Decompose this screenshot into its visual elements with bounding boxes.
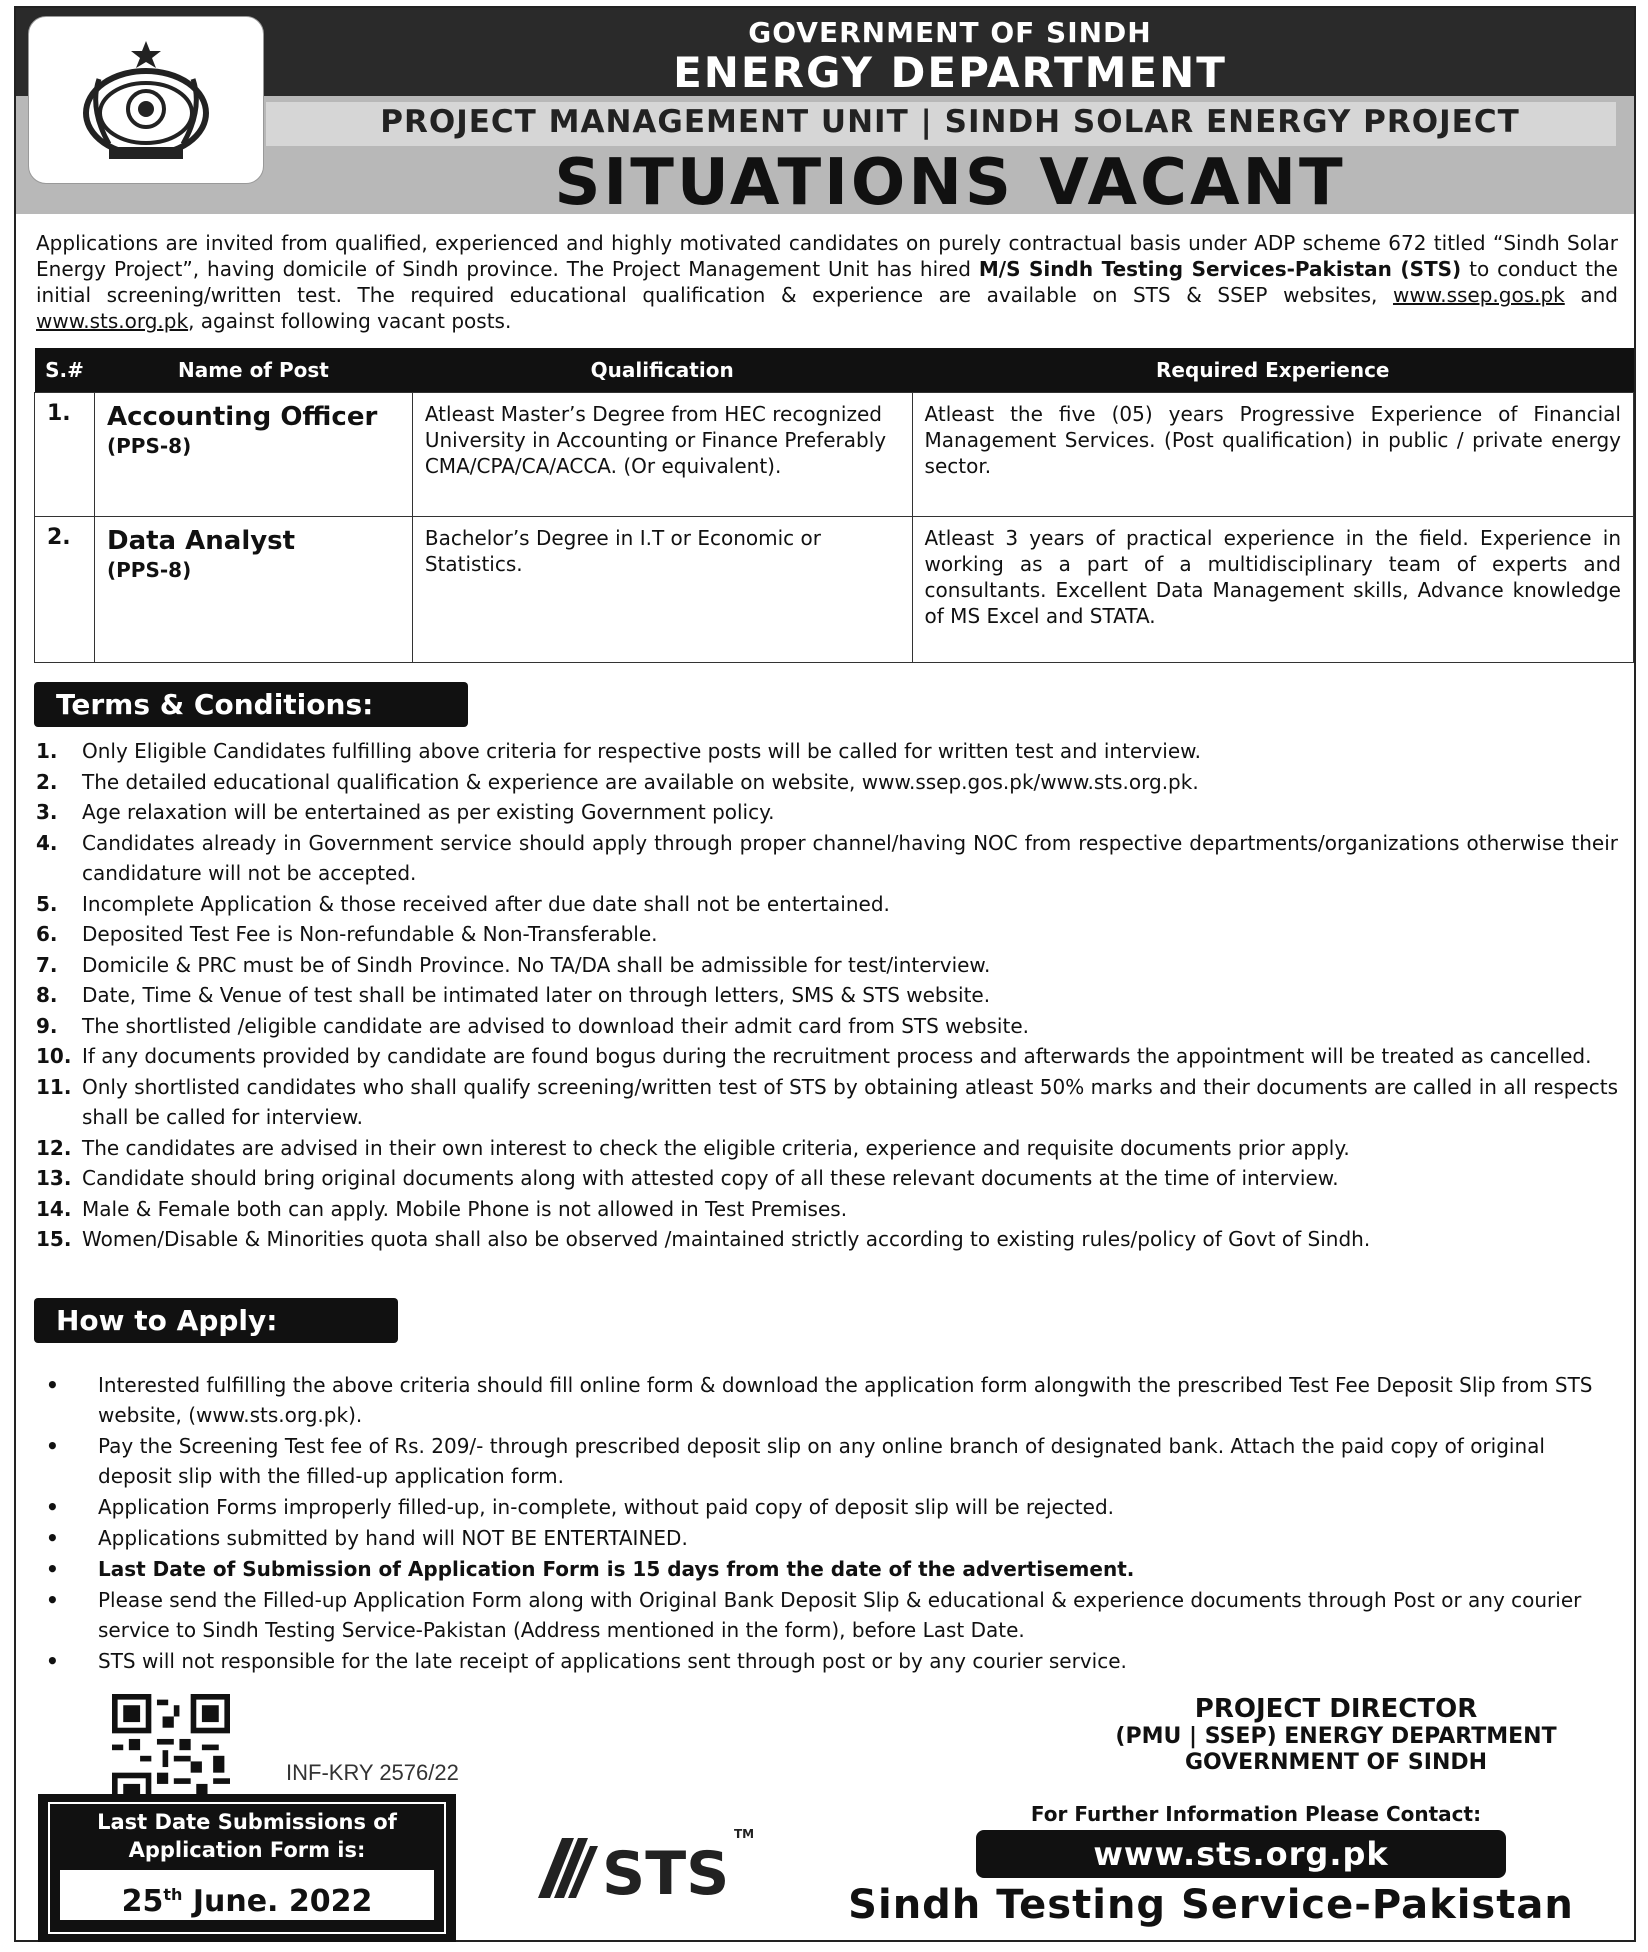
post-cell bbox=[94, 393, 412, 517]
intro-sts-name: M/S Sindh Testing Services-Pakistan (STS) bbox=[978, 257, 1462, 281]
item-text: Last Date of Submission of Application Form is 15 days from the date of the advertisement. bbox=[98, 1557, 1135, 1581]
bullet-icon: • bbox=[46, 1526, 59, 1550]
item-number: 13. bbox=[36, 1166, 72, 1190]
table-row bbox=[35, 393, 1634, 517]
list-item bbox=[36, 1163, 1618, 1194]
column-header: Qualification bbox=[412, 348, 912, 393]
list-item bbox=[36, 1041, 1618, 1072]
item-text: The detailed educational qualification & experience are available on website, www.ssep.gos.pk/www.sts.org.pk. bbox=[82, 769, 1199, 794]
item-number: 14. bbox=[36, 1196, 72, 1221]
sts-website-link[interactable]: www.sts.org.pk bbox=[36, 309, 189, 333]
item-text: Deposited Test Fee is Non-refundable & Non-Transferable. bbox=[82, 922, 658, 946]
post-scale: (PPS-8) bbox=[106, 558, 192, 582]
item-number: 1. bbox=[36, 739, 58, 763]
signatory-department: (PMU | SSEP) ENERGY DEPARTMENT bbox=[1115, 1724, 1557, 1749]
list-item bbox=[36, 889, 1618, 920]
item-number: 12. bbox=[36, 1135, 72, 1160]
table-row bbox=[35, 517, 1634, 663]
signatory-title: PROJECT DIRECTOR bbox=[1194, 1694, 1478, 1724]
item-number: 9. bbox=[36, 1013, 58, 1038]
item-text: Application Forms improperly filled-up, in-complete, without paid copy of deposit slip will be rejected. bbox=[98, 1495, 1115, 1519]
list-item bbox=[36, 1585, 1618, 1645]
page-title: SITUATIONS VACANT bbox=[554, 146, 1346, 220]
signatory-government: GOVERNMENT OF SINDH bbox=[1184, 1750, 1488, 1775]
sindh-government-emblem bbox=[79, 39, 213, 165]
list-item bbox=[36, 797, 1618, 828]
list-item bbox=[36, 1072, 1618, 1133]
list-item bbox=[36, 1011, 1618, 1042]
list-item bbox=[36, 1431, 1618, 1491]
table-header-row bbox=[35, 348, 1634, 393]
serial-number: 2. bbox=[35, 517, 95, 663]
contact-label: For Further Information Please Contact: bbox=[1030, 1802, 1482, 1826]
item-number: 5. bbox=[36, 891, 58, 916]
column-header: Required Experience bbox=[912, 348, 1633, 393]
list-item bbox=[36, 1554, 1618, 1584]
item-number: 15. bbox=[36, 1227, 72, 1251]
sts-logo-mark bbox=[538, 1838, 598, 1898]
list-item bbox=[36, 828, 1618, 889]
item-number: 10. bbox=[36, 1044, 72, 1068]
last-date-value bbox=[60, 1870, 434, 1920]
bullet-icon: • bbox=[46, 1373, 59, 1397]
last-date-month-year: June. 2022 bbox=[182, 1884, 373, 1919]
bullet-icon: • bbox=[46, 1434, 59, 1458]
item-number: 7. bbox=[36, 952, 58, 977]
last-date-box bbox=[38, 1794, 456, 1942]
column-header: S.# bbox=[35, 348, 95, 393]
item-text: Only Eligible Candidates fulfilling above criteria for respective posts will be called for written test and interview. bbox=[82, 739, 1202, 763]
government-title: GOVERNMENT OF SINDH bbox=[748, 16, 1152, 49]
list-item bbox=[36, 736, 1618, 767]
sts-website-link[interactable]: www.sts.org.pk bbox=[976, 1830, 1506, 1878]
item-number: 3. bbox=[36, 800, 58, 824]
post-name: Data Analyst bbox=[106, 526, 296, 556]
intro-text: , against following vacant posts. bbox=[188, 309, 512, 333]
item-number: 4. bbox=[36, 830, 58, 855]
serial-number: 1. bbox=[35, 393, 95, 517]
post-scale: (PPS-8) bbox=[106, 434, 192, 458]
item-text: Applications submitted by hand will NOT BE ENTERTAINED. bbox=[98, 1526, 688, 1550]
experience-cell: Atleast the five (05) years Progressive Experience of Financial Management Services. (Post qualification) in public / private energy sector. bbox=[912, 393, 1633, 517]
bullet-icon: • bbox=[46, 1557, 59, 1581]
qualification-cell: Bachelor’s Degree in I.T or Economic or Statistics. bbox=[412, 517, 912, 663]
item-text: Male & Female both can apply. Mobile Phone is not allowed in Test Premises. bbox=[82, 1196, 848, 1221]
item-text: The candidates are advised in their own interest to check the eligible criteria, experience and requisite documents prior apply. bbox=[82, 1135, 1350, 1160]
item-text: Candidates already in Government service should apply through proper channel/having NOC from respective departments/organizations otherwise their candidature will not be accepted. bbox=[82, 830, 1618, 885]
item-text: Incomplete Application & those received after due date shall not be entertained. bbox=[82, 891, 890, 916]
terms-list bbox=[36, 736, 1618, 1255]
last-date-label: Last Date Submissions of Application Form is: bbox=[97, 1810, 397, 1862]
item-number: 6. bbox=[36, 922, 58, 946]
ssep-website-link[interactable]: www.ssep.gos.pk bbox=[1392, 283, 1565, 307]
sts-logo-text: STS bbox=[602, 1839, 730, 1908]
sts-logo bbox=[532, 1818, 762, 1908]
item-text: STS will not responsible for the late receipt of applications sent through post or by any courier service. bbox=[98, 1649, 1127, 1673]
post-cell bbox=[94, 517, 412, 663]
item-number: 11. bbox=[36, 1074, 72, 1099]
terms-heading: Terms & Conditions: bbox=[34, 682, 468, 727]
item-text: Pay the Screening Test fee of Rs. 209/- through prescribed deposit slip on any online branch of designated bank. Attach the paid copy of original deposit slip with the filled-up application form. bbox=[98, 1434, 1545, 1488]
trademark-mark: TM bbox=[734, 1827, 755, 1841]
item-text: The shortlisted /eligible candidate are advised to download their admit card from STS website. bbox=[82, 1013, 1029, 1038]
intro-text: and bbox=[1564, 283, 1619, 307]
intro-paragraph bbox=[36, 230, 1618, 334]
list-item bbox=[36, 1133, 1618, 1164]
item-text: Age relaxation will be entertained as per existing Government policy. bbox=[82, 800, 775, 824]
intro-text: to conduct the initial screening/written test. The required educational qualification & experience are available on STS & SSEP websites, bbox=[36, 257, 1618, 307]
signatory-block bbox=[1056, 1694, 1616, 1776]
apply-list bbox=[36, 1370, 1618, 1677]
list-item bbox=[36, 919, 1618, 950]
item-text: Only shortlisted candidates who shall qualify screening/written test of STS by obtaining atleast 50% marks and their documents are called in all respects shall be called for interview. bbox=[82, 1074, 1618, 1129]
experience-cell: Atleast 3 years of practical experience in the field. Experience in working as a part of a multidisciplinary team of experts and consultants. Excellent Data Management skills, Advance knowledge of MS Excel and STATA. bbox=[912, 517, 1633, 663]
list-item bbox=[36, 767, 1618, 798]
unit-title: PROJECT MANAGEMENT UNIT | SINDH SOLAR ENERGY PROJECT bbox=[380, 104, 1520, 140]
bullet-icon: • bbox=[46, 1649, 59, 1673]
reference-number: INF-KRY 2576/22 bbox=[286, 1760, 459, 1785]
list-item bbox=[36, 1194, 1618, 1225]
intro-text: Applications are invited from qualified, experienced and highly motivated candidates on purely contractual basis under ADP scheme 672 titled “Sindh Solar Energy Project”, having domicile of Sindh province. The Project Management Unit has hired bbox=[36, 231, 1618, 281]
list-item bbox=[36, 1492, 1618, 1522]
column-header: Name of Post bbox=[94, 348, 412, 393]
list-item bbox=[36, 1370, 1618, 1430]
item-text: Interested fulfilling the above criteria should fill online form & download the application form alongwith the prescribed Test Fee Deposit Slip from STS website, (www.sts.org.pk). bbox=[98, 1373, 1593, 1427]
item-text: If any documents provided by candidate are found bogus during the recruitment process and afterwards the appointment will be treated as cancelled. bbox=[82, 1044, 1592, 1068]
bullet-icon: • bbox=[46, 1495, 59, 1519]
list-item bbox=[36, 1646, 1618, 1676]
bullet-icon: • bbox=[46, 1588, 59, 1612]
department-title: ENERGY DEPARTMENT bbox=[673, 48, 1227, 97]
vacancies-table bbox=[34, 348, 1634, 663]
advertisement-page bbox=[14, 6, 1636, 1942]
last-date-suffix: th bbox=[163, 1885, 183, 1904]
last-date-day: 25 bbox=[121, 1884, 164, 1919]
item-text: Please send the Filled-up Application Form along with Original Bank Deposit Slip & educational & experience documents through Post or any courier service to Sindh Testing Service-Pakistan (Address mentioned in the form), before Last Date. bbox=[98, 1588, 1582, 1642]
qualification-cell: Atleast Master’s Degree from HEC recognized University in Accounting or Finance Preferably CMA/CPA/CA/ACCA. (Or equivalent). bbox=[412, 393, 912, 517]
list-item bbox=[36, 980, 1618, 1011]
item-text: Women/Disable & Minorities quota shall also be observed /maintained strictly according to existing rules/policy of Govt of Sindh. bbox=[82, 1227, 1371, 1251]
list-item bbox=[36, 1224, 1618, 1255]
list-item bbox=[36, 1523, 1618, 1553]
organization-name: Sindh Testing Service-Pakistan bbox=[848, 1882, 1574, 1928]
item-number: 2. bbox=[36, 769, 58, 794]
item-text: Candidate should bring original documents along with attested copy of all these relevant documents at the time of interview. bbox=[82, 1166, 1339, 1190]
item-text: Domicile & PRC must be of Sindh Province. No TA/DA shall be admissible for test/interview. bbox=[82, 952, 991, 977]
apply-heading: How to Apply: bbox=[34, 1298, 398, 1343]
item-text: Date, Time & Venue of test shall be intimated later on through letters, SMS & STS website. bbox=[82, 983, 991, 1007]
logo-box bbox=[28, 16, 264, 184]
item-number: 8. bbox=[36, 983, 58, 1007]
list-item bbox=[36, 950, 1618, 981]
post-name: Accounting Officer bbox=[106, 402, 378, 432]
